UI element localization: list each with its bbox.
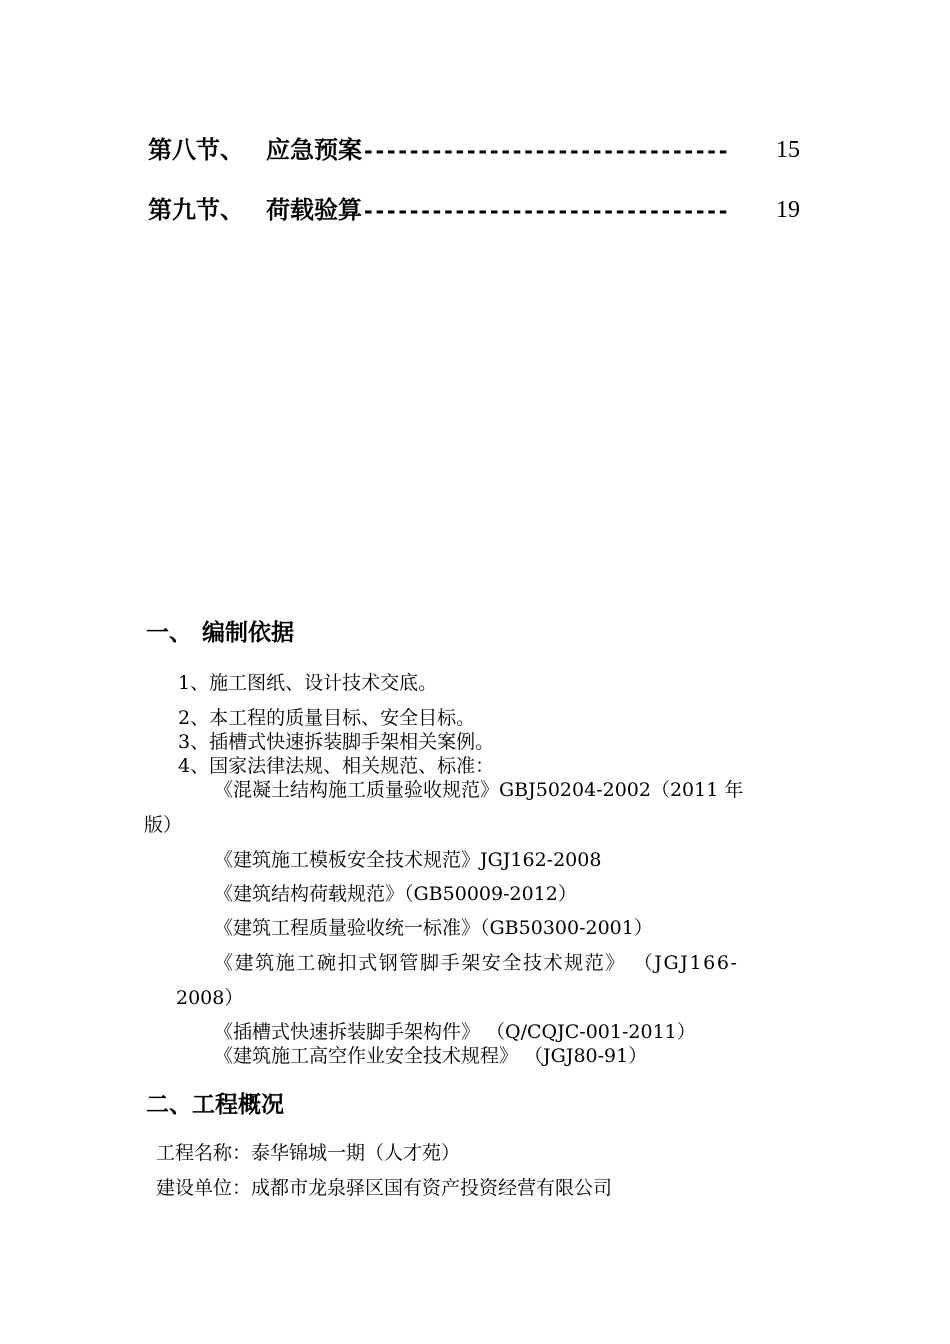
list-item: 1、施工图纸、设计技术交底。 <box>178 672 438 694</box>
list-item: 3、插槽式快速拆装脚手架相关案例。 <box>178 731 495 753</box>
standard-item: 《建筑施工模板安全技术规范》JGJ162-2008 <box>214 849 602 871</box>
standard-item: 《建筑结构荷载规范》（GB50009-2012） <box>214 883 577 905</box>
standard-item: 《建筑施工碗扣式钢管脚手架安全技术规范》 （JGJ166- <box>214 952 739 974</box>
field-label: 建设单位： <box>156 1177 252 1199</box>
standard-item-continuation: 2008） <box>176 987 244 1009</box>
standard-item: 《建筑施工高空作业安全技术规程》 （JGJ80-91） <box>214 1045 648 1067</box>
toc-entry[interactable] <box>148 135 808 166</box>
list-item: 2、本工程的质量目标、安全目标。 <box>178 707 476 729</box>
field-value: 泰华锦城一期（人才苑） <box>251 1142 461 1164</box>
toc-section-title: 应急预案 <box>266 135 362 164</box>
toc-section-number: 第九节、 <box>148 195 244 224</box>
toc-section-number: 第八节、 <box>148 135 244 164</box>
section-number: 一、 <box>146 620 192 646</box>
toc-leader: -------------------------------- <box>362 139 729 163</box>
builder-row <box>156 1175 612 1201</box>
list-item: 4、国家法律法规、相关规范、标准： <box>178 755 495 777</box>
standard-item: 《建筑工程质量验收统一标准》（GB50300-2001） <box>214 917 653 939</box>
standard-item: 《混凝土结构施工质量验收规范》GBJ50204-2002（2011 年 <box>214 779 744 801</box>
toc-entry[interactable] <box>148 195 808 226</box>
toc-leader: -------------------------------- <box>362 199 729 223</box>
toc-section-title: 荷载验算 <box>266 195 362 224</box>
toc-page-number: 19 <box>776 197 800 223</box>
section-heading <box>146 618 294 648</box>
toc-page-number: 15 <box>776 137 800 163</box>
standard-item: 《插槽式快速拆装脚手架构件》 （Q/CQJC-001-2011） <box>214 1021 696 1043</box>
standard-item-continuation: 版） <box>144 814 183 836</box>
project-name-row <box>156 1140 460 1166</box>
section-heading: 二、工程概况 <box>146 1092 284 1118</box>
field-value: 成都市龙泉驿区国有资产投资经营有限公司 <box>251 1177 613 1199</box>
section-title: 编制依据 <box>202 620 294 646</box>
field-label: 工程名称： <box>156 1142 252 1164</box>
